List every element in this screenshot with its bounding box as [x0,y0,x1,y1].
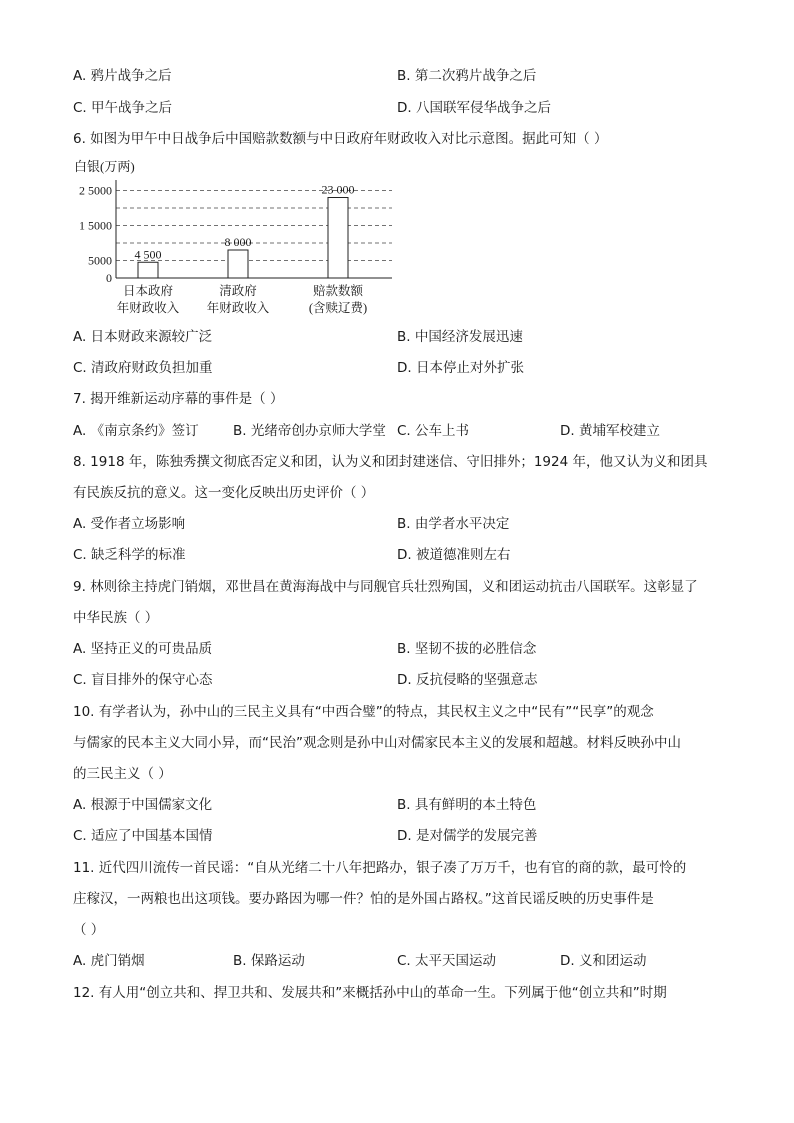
q10-option-c: C. 适应了中国基本国情 [73,828,213,844]
q5-option-d: D. 八国联军侵华战争之后 [397,100,551,116]
q7-option-a: A. 《南京条约》签订 [73,423,199,439]
q6-option-c: C. 清政府财政负担加重 [73,360,213,376]
q8-option-c: C. 缺乏科学的标准 [73,547,186,563]
x-tick-label: 赔款数额 [312,284,364,298]
x-tick-label: 年财政收入 [116,301,180,315]
x-tick-label: 日本政府 [122,284,174,298]
q5-option-c: C. 甲午战争之后 [73,100,173,116]
x-tick-label: (含赎辽费) [308,301,368,315]
q10-stem-line2: 与儒家的民本主义大同小异，而“民治”观念则是孙中山对儒家民本主义的发展和超越。材料反映孙中山 [73,735,681,751]
q8-option-d: D. 被道德准则左右 [397,547,511,563]
q9-option-a: A. 坚持正义的可贵品质 [73,641,213,657]
q8-stem-line2: 有民族反抗的意义。这一变化反映出历史评价（ ） [73,485,375,501]
q11-option-b: B. 保路运动 [233,953,305,969]
q5-option-b: B. 第二次鸦片战争之后 [397,68,537,84]
q10-option-a: A. 根源于中国儒家文化 [73,797,213,813]
q10-stem-line3: 的三民主义（ ） [73,766,172,782]
bar-chart [70,152,410,324]
q9-stem-line1: 9. 林则徐主持虎门销烟，邓世昌在黄海海战中与同舰官兵壮烈殉国，义和团运动抗击八国联军。这彰显了 [73,579,698,595]
q7-option-d: D. 黄埔军校建立 [560,423,660,439]
q7-option-b: B. 光绪帝创办京师大学堂 [233,423,386,439]
q11-option-a: A. 虎门销烟 [73,953,145,969]
q6-stem: 6. 如图为甲午中日战争后中国赔款数额与中日政府年财政收入对比示意图。据此可知（ ） [73,131,608,147]
q9-option-c: C. 盲目排外的保守心态 [73,672,213,688]
q11-stem-line2: 庄稼汉，一两粮也出这项钱。要办路因为哪一件？怕的是外国占路权。”这首民谣反映的历史事件是 [73,891,654,907]
y-tick-label: 0 [106,271,112,285]
bar [138,262,158,278]
q6-option-a: A. 日本财政来源较广泛 [73,329,213,345]
data-label: 23 000 [321,182,355,197]
q8-option-a: A. 受作者立场影响 [73,516,186,532]
q11-stem-line1: 11. 近代四川流传一首民谣：“自从光绪二十八年把路办，银子凑了万万千，也有官的商的款，最可怜的 [73,860,687,876]
q7-option-c: C. 公车上书 [397,423,470,439]
q9-option-b: B. 坚韧不拔的必胜信念 [397,641,537,657]
q5-option-a: A. 鸦片战争之后 [73,68,172,84]
q8-option-b: B. 由学者水平决定 [397,516,510,532]
q9-stem-line2: 中华民族（ ） [73,610,159,626]
q7-stem: 7. 揭开维新运动序幕的事件是（ ） [73,391,284,407]
q10-option-d: D. 是对儒学的发展完善 [397,828,538,844]
q10-option-b: B. 具有鲜明的本土特色 [397,797,537,813]
x-tick-label: 年财政收入 [206,301,270,315]
y-axis-label: 白银(万两) [74,159,135,174]
q12-stem-line1: 12. 有人用“创立共和、捍卫共和、发展共和”来概括孙中山的革命一生。下列属于他“创立共和”时期 [73,985,667,1001]
q10-stem-line1: 10. 有学者认为，孙中山的三民主义具有“中西合璧”的特点，其民权主义之中“民有”“民享”的观念 [73,704,654,720]
data-label: 8 000 [224,235,252,249]
q9-option-d: D. 反抗侵略的坚强意志 [397,672,538,688]
bar [328,198,348,279]
x-tick-label: 清政府 [219,284,257,298]
q6-option-d: D. 日本停止对外扩张 [397,360,524,376]
data-label: 4 500 [134,247,162,262]
q6-option-b: B. 中国经济发展迅速 [397,329,523,345]
y-tick-label: 1 5000 [79,218,112,233]
bar [228,250,248,278]
y-tick-label: 2 5000 [79,183,112,198]
q8-stem-line1: 8. 1918 年，陈独秀撰文彻底否定义和团，认为义和团封建迷信、守旧排外；1924 年，他又认为义和团具 [73,454,708,470]
q11-option-c: C. 太平天国运动 [397,953,497,969]
q11-option-d: D. 义和团运动 [560,953,647,969]
y-tick-label: 5000 [88,253,112,268]
q11-stem-line3: （ ） [73,922,105,938]
